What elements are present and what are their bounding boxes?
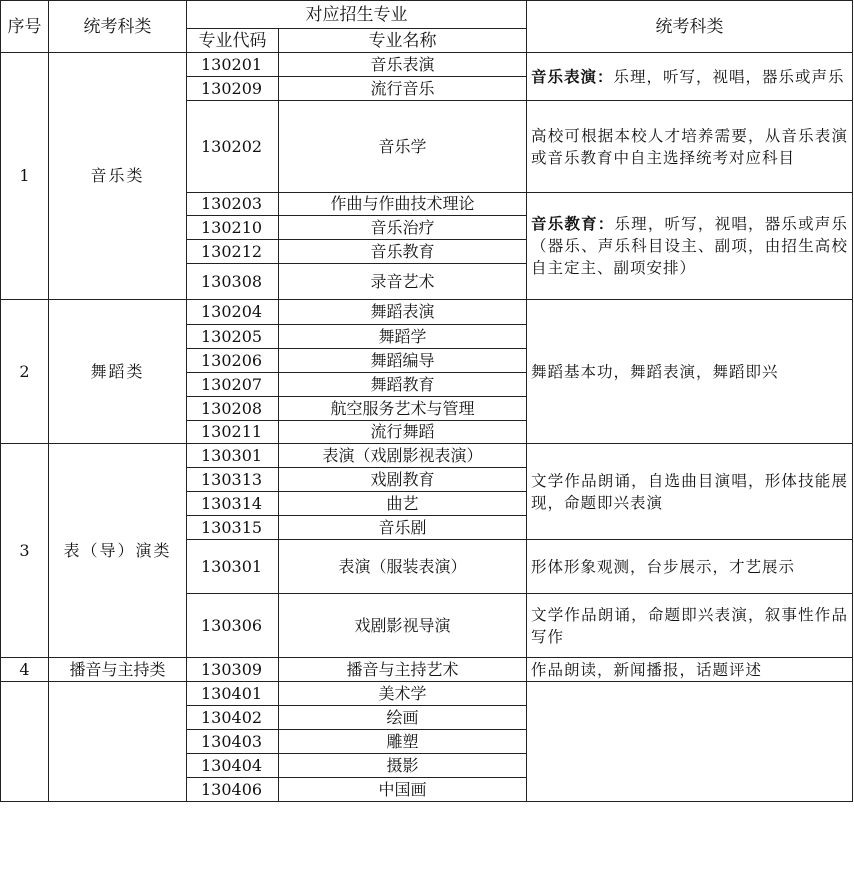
subject-text: 乐理，听写，视唱，器乐或声乐（器乐、声乐科目设主、副项，由招生高校自主定主、副项安排） <box>531 215 848 277</box>
major-code: 130301 <box>187 444 279 468</box>
subject-text: 舞蹈基本功，舞蹈表演，舞蹈即兴 <box>531 362 779 381</box>
major-name: 作曲与作曲技术理论 <box>279 193 527 216</box>
major-code: 130201 <box>187 53 279 77</box>
major-code: 130204 <box>187 300 279 325</box>
major-name: 美术学 <box>279 682 527 706</box>
major-code: 130205 <box>187 325 279 349</box>
major-name: 流行音乐 <box>279 77 527 101</box>
header-seq: 序号 <box>1 1 49 53</box>
major-code: 130402 <box>187 706 279 730</box>
subject-text: 形体形象观测，台步展示，才艺展示 <box>531 557 796 576</box>
subject-cell <box>527 300 853 444</box>
major-name: 曲艺 <box>279 492 527 516</box>
major-code: 130313 <box>187 468 279 492</box>
subject-label: 音乐表演： <box>531 67 614 86</box>
major-name: 表演（戏剧影视表演） <box>279 444 527 468</box>
major-name: 中国画 <box>279 778 527 802</box>
group-category: 表（导）演类 <box>49 444 187 658</box>
group-category: 音乐类 <box>49 53 187 300</box>
major-code: 130206 <box>187 349 279 373</box>
major-code: 130209 <box>187 77 279 101</box>
major-name: 音乐表演 <box>279 53 527 77</box>
major-name: 雕塑 <box>279 730 527 754</box>
major-code: 130403 <box>187 730 279 754</box>
major-name: 绘画 <box>279 706 527 730</box>
major-code: 130309 <box>187 658 279 682</box>
major-code: 130208 <box>187 397 279 421</box>
header-subjects: 统考科类 <box>527 1 853 53</box>
subject-label: 音乐教育： <box>531 215 615 233</box>
major-code: 130211 <box>187 421 279 444</box>
subject-cell <box>527 594 853 658</box>
subject-text: 文学作品朗诵，命题即兴表演，叙事性作品写作 <box>531 605 848 646</box>
major-name: 播音与主持艺术 <box>279 658 527 682</box>
major-name: 音乐学 <box>279 101 527 193</box>
subject-cell <box>527 682 853 802</box>
major-code: 130210 <box>187 216 279 240</box>
group-seq: 3 <box>1 444 49 658</box>
subject-cell <box>527 658 853 682</box>
group-category <box>49 682 187 802</box>
subject-cell <box>527 193 853 300</box>
major-code: 130306 <box>187 594 279 658</box>
major-name: 音乐治疗 <box>279 216 527 240</box>
group-seq <box>1 682 49 802</box>
subject-text: 作品朗读，新闻播报，话题评述 <box>531 660 763 679</box>
group-category: 舞蹈类 <box>49 300 187 444</box>
major-name: 录音艺术 <box>279 264 527 300</box>
major-name: 戏剧影视导演 <box>279 594 527 658</box>
major-code: 130314 <box>187 492 279 516</box>
major-name: 摄影 <box>279 754 527 778</box>
subject-text: 高校可根据本校人才培养需要，从音乐表演或音乐教育中自主选择统考对应科目 <box>531 126 848 167</box>
major-name: 舞蹈表演 <box>279 300 527 325</box>
major-code: 130202 <box>187 101 279 193</box>
group-seq: 4 <box>1 658 49 682</box>
subject-cell <box>527 53 853 101</box>
header-major-name: 专业名称 <box>279 29 527 53</box>
major-name: 表演（服装表演） <box>279 540 527 594</box>
major-code: 130404 <box>187 754 279 778</box>
major-name: 舞蹈教育 <box>279 373 527 397</box>
subject-text: 文学作品朗诵，自选曲目演唱，形体技能展现，命题即兴表演 <box>531 471 848 512</box>
header-category: 统考科类 <box>49 1 187 53</box>
major-code: 130315 <box>187 516 279 540</box>
major-name: 戏剧教育 <box>279 468 527 492</box>
major-name: 音乐剧 <box>279 516 527 540</box>
major-name: 流行舞蹈 <box>279 421 527 444</box>
major-code: 130203 <box>187 193 279 216</box>
major-code: 130207 <box>187 373 279 397</box>
group-seq: 1 <box>1 53 49 300</box>
group-category: 播音与主持类 <box>49 658 187 682</box>
major-name: 音乐教育 <box>279 240 527 264</box>
major-code: 130301 <box>187 540 279 594</box>
subject-cell <box>527 444 853 540</box>
subject-cell <box>527 540 853 594</box>
subject-cell <box>527 101 853 193</box>
major-name: 舞蹈学 <box>279 325 527 349</box>
major-code: 130401 <box>187 682 279 706</box>
major-code: 130308 <box>187 264 279 300</box>
major-name: 航空服务艺术与管理 <box>279 397 527 421</box>
group-seq: 2 <box>1 300 49 444</box>
major-code: 130212 <box>187 240 279 264</box>
header-major-code: 专业代码 <box>187 29 279 53</box>
header-corresponding-major: 对应招生专业 <box>187 1 527 29</box>
major-name: 舞蹈编导 <box>279 349 527 373</box>
major-code: 130406 <box>187 778 279 802</box>
subject-text: 乐理，听写，视唱，器乐或声乐 <box>613 67 845 86</box>
